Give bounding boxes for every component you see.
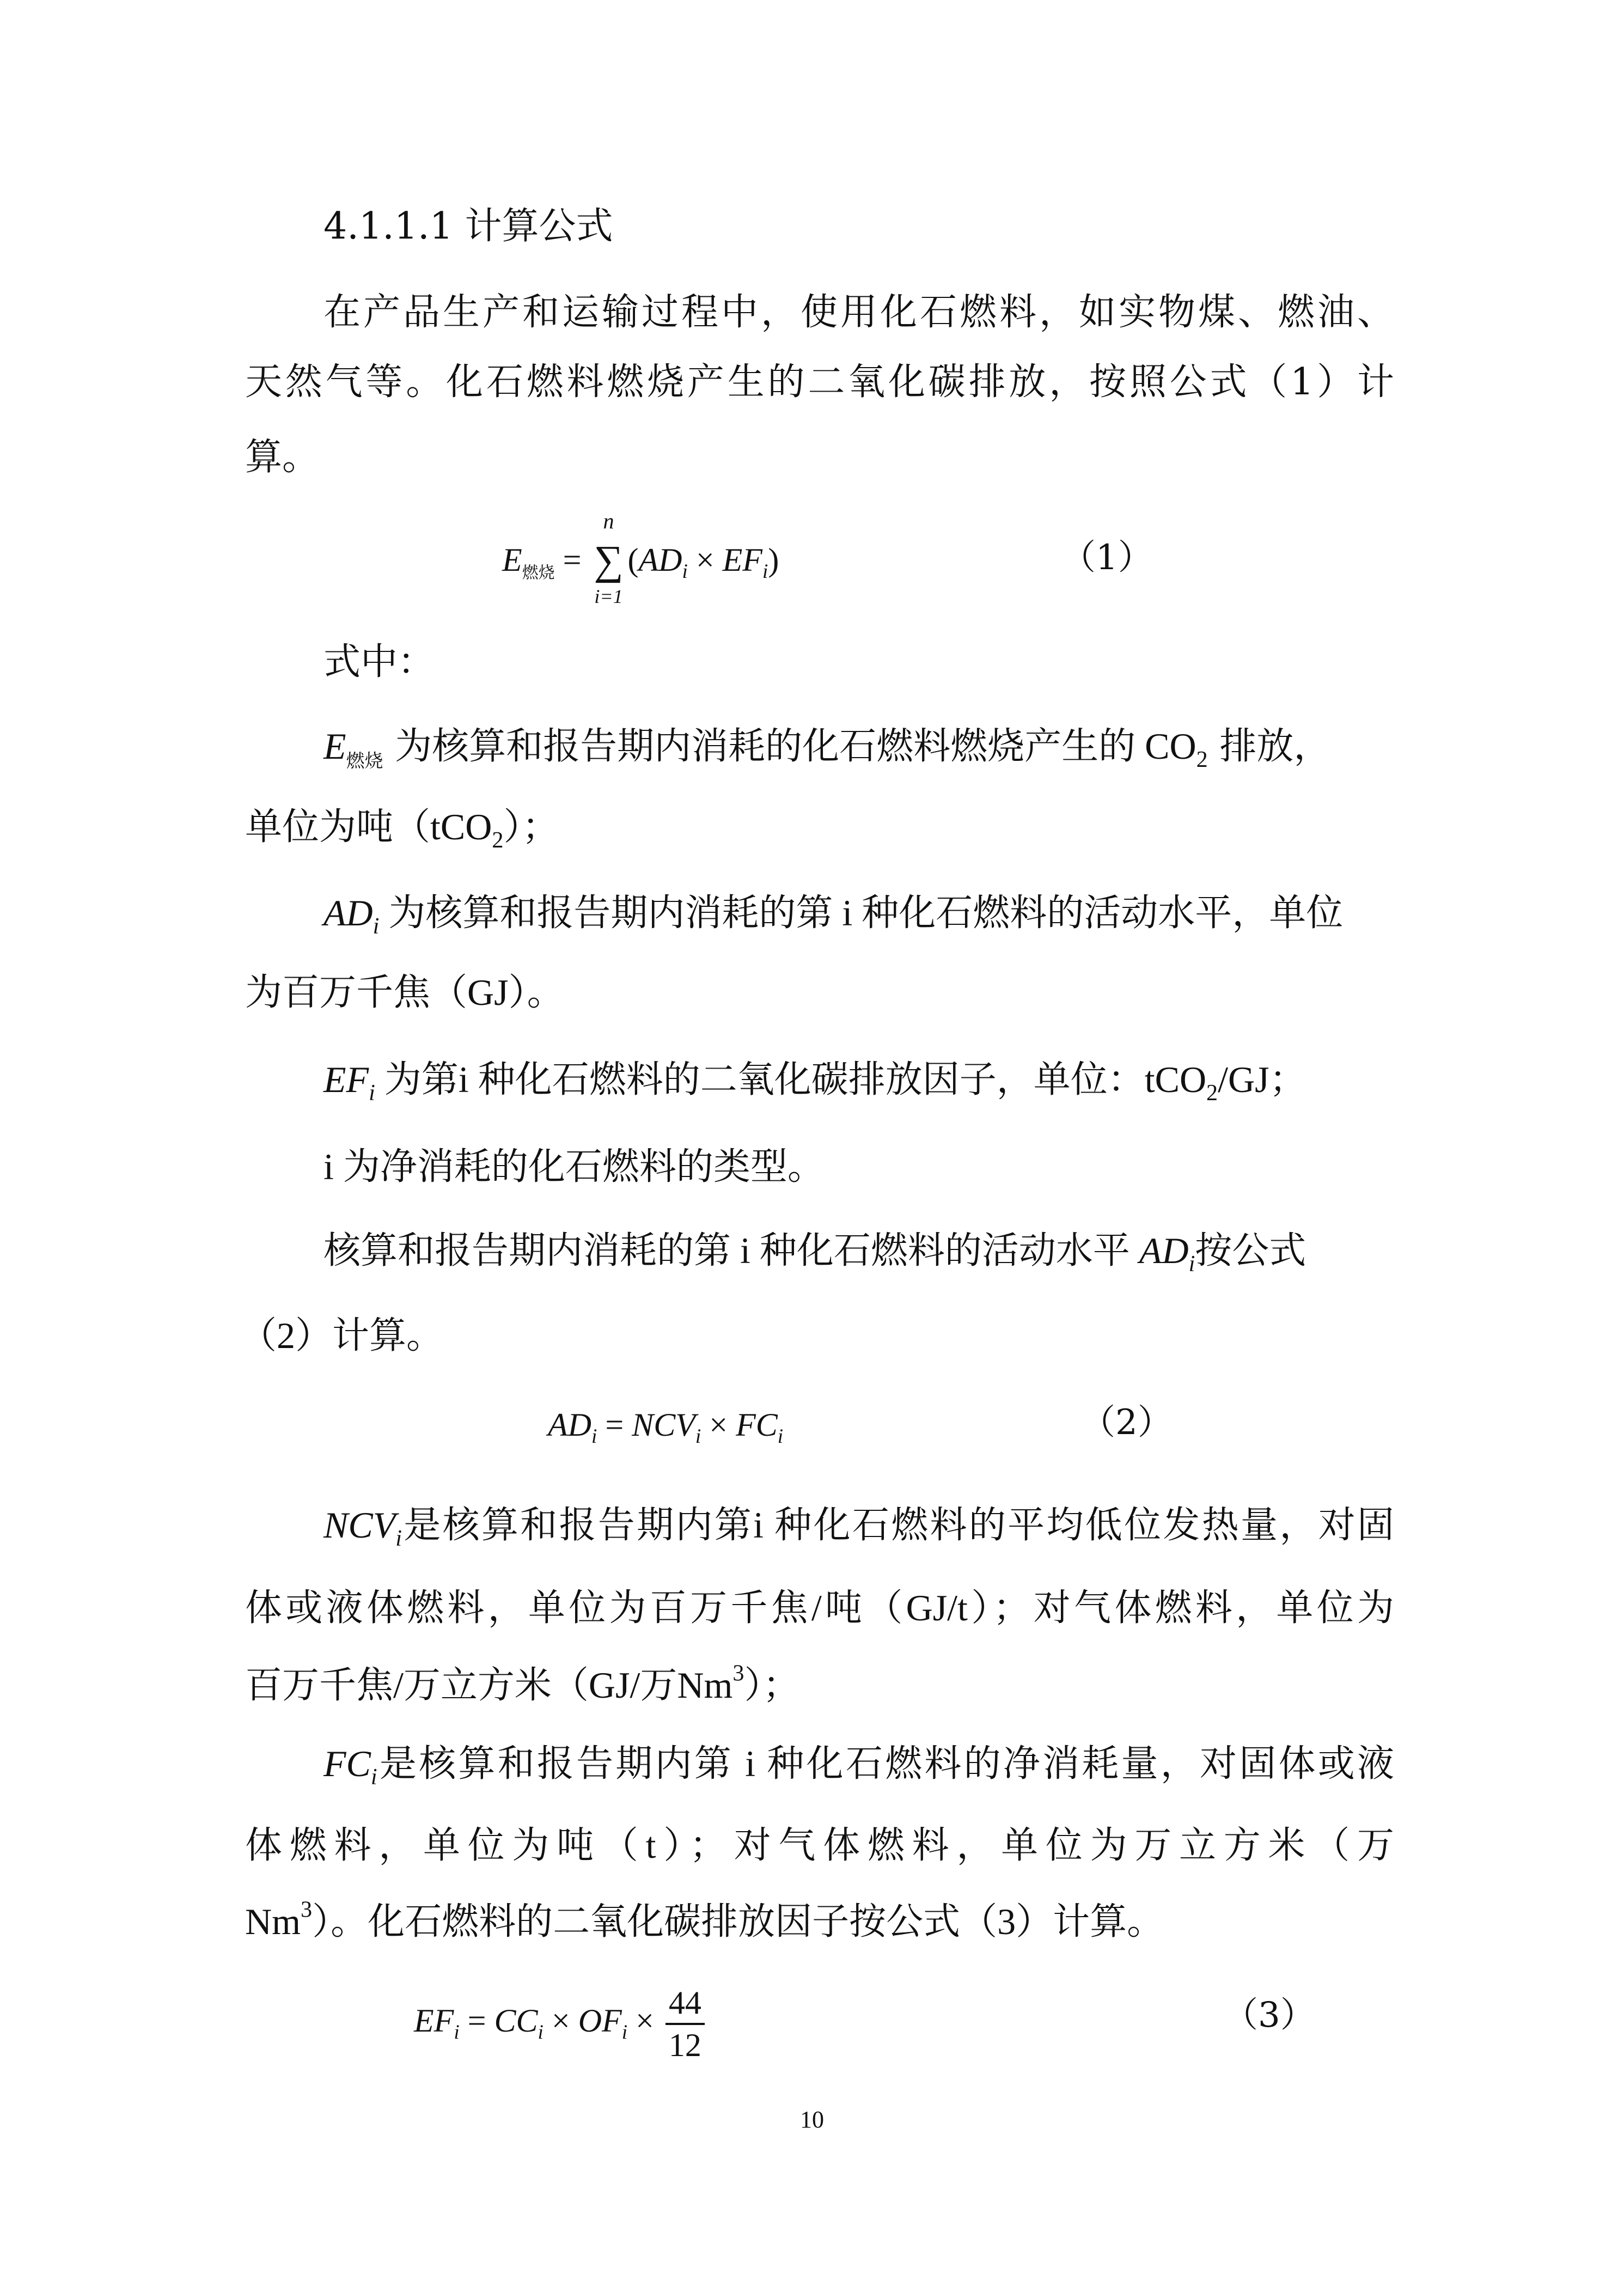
equation-1: $E_{燃烧}$ = n ∑ i=1 $(AD_i \times EF_i)$ <box>502 509 779 607</box>
definition-fc: $FC_i$是核算和报告期内第 i 种化石燃料的净消耗量，对固体或液 <box>323 1743 1394 1790</box>
equation-2-number: （2） <box>1080 1402 1173 1443</box>
section-heading: 4.1.1.1 计算公式 <box>323 205 613 248</box>
equation-2: $AD_i = NCV_i \times FC_i$ <box>548 1407 784 1448</box>
summation-sign: n ∑ i=1 <box>594 509 624 607</box>
where-label: 式中： <box>323 641 435 684</box>
equation-3: $EF_i = CC_i \times OF_i$ × $\frac{44}{12}$ <box>414 1983 705 2065</box>
definition-i: i 为净消耗的化石燃料的类型。 <box>323 1146 825 1187</box>
definition-ncv-line3: 百万千焦/万立方米（GJ/万Nm$^3$）； <box>245 1660 800 1706</box>
definition-fc-line3: Nm$^3$）。化石燃料的二氧化碳排放因子按公式（3）计算。 <box>245 1896 1164 1942</box>
definition-ad: $AD_i$ 为核算和报告期内消耗的第 i 种化石燃料的活动水平，单位 <box>323 892 1344 939</box>
equation-3-number: （3） <box>1223 1995 1315 2035</box>
definition-fc-line2: 体燃料，单位为吨（t）；对气体燃料，单位为万立方米（万 <box>245 1825 1394 1866</box>
equation-1-number: （1） <box>1061 538 1153 578</box>
paragraph-line: 在产品生产和运输过程中，使用化石燃料，如实物煤、燃油、 <box>323 291 1394 334</box>
definition-e: $E_{燃烧}$ 为核算和报告期内消耗的化石燃料燃烧产生的 $CO_2$ 排放， <box>323 725 1331 772</box>
paragraph-ad: 核算和报告期内消耗的第 i 种化石燃料的活动水平 $AD_i$按公式 <box>323 1230 1306 1277</box>
paragraph-ad-line2: （2）计算。 <box>240 1315 444 1356</box>
page-number: 10 <box>800 2106 824 2133</box>
definition-ad-line2: 为百万千焦（GJ）。 <box>245 972 564 1013</box>
definition-e-line2: 单位为吨（tCO$_2$）； <box>245 806 559 853</box>
paragraph-line: 天然气等。化石燃料燃烧产生的二氧化碳排放，按照公式（1）计 <box>245 361 1394 404</box>
definition-ncv: $NCV_i$是核算和报告期内第i 种化石燃料的平均低位发热量，对固 <box>323 1504 1394 1551</box>
definition-ef: $EF_i$ 为第i 种化石燃料的二氧化碳排放因子，单位：tCO$_2$/GJ； <box>323 1059 1306 1106</box>
fraction-44-12: $\frac{44}{12}$ <box>666 1983 705 2065</box>
paragraph-line: 算。 <box>245 436 320 479</box>
definition-ncv-line2: 体或液体燃料，单位为百万千焦/吨（GJ/t）；对气体燃料，单位为 <box>245 1587 1394 1629</box>
